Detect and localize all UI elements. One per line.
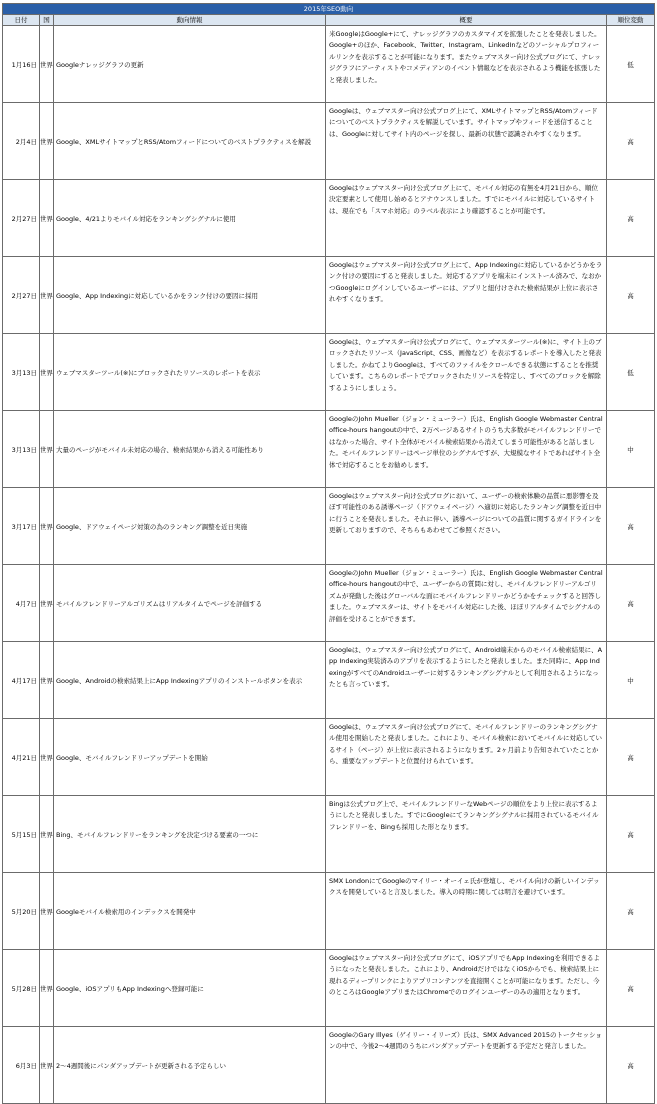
summary-cell[interactable]: GoogleのGary Illyes（ゲイリー・イリーズ）氏は、SMX Advanced 2015のトークセッションの中で、今後2～4週間のうちにパンダアップデートを更新する予定だと発言しました。	[326, 1027, 607, 1104]
region-cell[interactable]: 世界	[40, 796, 54, 873]
header-topic[interactable]: 動向情報	[54, 15, 326, 26]
header-row	[3, 15, 655, 26]
table-row	[3, 411, 655, 488]
header-level[interactable]: 順位変動	[607, 15, 655, 26]
table-row	[3, 103, 655, 180]
topic-cell[interactable]: Google、Androidの検索結果上にApp Indexingアプリのインストールボタンを表示	[54, 642, 326, 719]
date-cell[interactable]: 1月16日	[3, 26, 40, 103]
level-cell[interactable]: 高	[607, 796, 655, 873]
date-cell[interactable]: 5月15日	[3, 796, 40, 873]
topic-cell[interactable]: Google、4/21よりモバイル対応をランキングシグナルに使用	[54, 180, 326, 257]
topic-cell[interactable]: Google、XMLサイトマップとRSS/Atomフィードについてのベストプラクティスを解説	[54, 103, 326, 180]
topic-cell[interactable]: Google、モバイルフレンドリーアップデートを開始	[54, 719, 326, 796]
summary-cell[interactable]: 米GoogleはGoogle+にて、ナレッジグラフのカスタマイズを拡張したことを発表しました。Google+のほか、Facebook、Twitter、Instagram、LinkedInなどのソーシャルプロフィールリンクを表示することが可能になります。またウェブマスター向け公式ブログにて、ナレッジグラフにアーティストやコメディアンのイベント情報などを表示されるよう機能を拡張したと発表しました。	[326, 26, 607, 103]
table-row	[3, 642, 655, 719]
region-cell[interactable]: 世界	[40, 26, 54, 103]
seo-trend-table	[2, 3, 655, 1104]
level-cell[interactable]: 高	[607, 719, 655, 796]
region-cell[interactable]: 世界	[40, 719, 54, 796]
topic-cell[interactable]: モバイルフレンドリーアルゴリズムはリアルタイムでページを評価する	[54, 565, 326, 642]
title-row	[3, 4, 655, 15]
date-cell[interactable]: 3月13日	[3, 411, 40, 488]
header-region[interactable]: 国	[40, 15, 54, 26]
level-cell[interactable]: 中	[607, 642, 655, 719]
date-cell[interactable]: 2月4日	[3, 103, 40, 180]
date-cell[interactable]: 5月20日	[3, 873, 40, 950]
level-cell[interactable]: 高	[607, 488, 655, 565]
region-cell[interactable]: 世界	[40, 1027, 54, 1104]
date-cell[interactable]: 6月3日	[3, 1027, 40, 1104]
summary-cell[interactable]: Googleは、ウェブマスター向け公式ブログにて、モバイルフレンドリーのランキングシグナル使用を開始したと発表しました。これにより、モバイル検索においてモバイルに対応しているサイト（ページ）が上位に表示されるようになります。2ヶ月前より告知されていたことから、重要なアップデートと位置付けられています。	[326, 719, 607, 796]
level-cell[interactable]: 高	[607, 180, 655, 257]
date-cell[interactable]: 3月17日	[3, 488, 40, 565]
sheet-title[interactable]: 2015年SEO動向	[3, 4, 655, 15]
table-row	[3, 180, 655, 257]
topic-cell[interactable]: 2～4週間後にパンダアップデートが更新される予定らしい	[54, 1027, 326, 1104]
region-cell[interactable]: 世界	[40, 411, 54, 488]
region-cell[interactable]: 世界	[40, 873, 54, 950]
table-row	[3, 334, 655, 411]
table-row	[3, 565, 655, 642]
topic-cell[interactable]: Google、App Indexingに対応しているかをランク付けの要因に採用	[54, 257, 326, 334]
region-cell[interactable]: 世界	[40, 565, 54, 642]
table-row	[3, 719, 655, 796]
region-cell[interactable]: 世界	[40, 180, 54, 257]
summary-cell[interactable]: Googleは、ウェブマスター向け公式ブログにて、Android端末からのモバイル検索結果に、App Indexing実装済みのアプリを表示するようにしたと発表しました。また同時に、App IndexingがすべてのAndroidユーザーに対するランキングシグナルとして利用されるようになったとも言っています。	[326, 642, 607, 719]
table-row	[3, 257, 655, 334]
topic-cell[interactable]: Googleモバイル検索用のインデックスを開発中	[54, 873, 326, 950]
summary-cell[interactable]: Googleはウェブマスター向け公式ブログ上にて、モバイル対応の有無を4月21日から、順位決定要素として使用し始めるとアナウンスしました。すでにモバイルに対応しているサイトは、現在でも「スマホ対応」のラベル表示により確認することが可能です。	[326, 180, 607, 257]
region-cell[interactable]: 世界	[40, 642, 54, 719]
date-cell[interactable]: 3月13日	[3, 334, 40, 411]
topic-cell[interactable]: Google、iOSアプリもApp Indexingへ登録可能に	[54, 950, 326, 1027]
summary-cell[interactable]: Googleはウェブマスター向け公式ブログにおいて、ユーザーの検索体験の品質に悪影響を及ぼす可能性のある誘導ページ（ドアウェイページ）へ適切に対応したランキング調整を近日中に行うことを発表しました。それに伴い、誘導ページについての品質に関するガイドラインを更新しておりますので、そちらもあわせてご参照ください。	[326, 488, 607, 565]
date-cell[interactable]: 2月27日	[3, 257, 40, 334]
summary-cell[interactable]: Bingは公式ブログ上で、モバイルフレンドリーなWebページの順位をより上位に表示するようにしたと発表しました。すでにGoogleにてランキングシグナルに採用されているモバイルフレンドリーを、Bingも採用した形となります。	[326, 796, 607, 873]
table-row	[3, 796, 655, 873]
level-cell[interactable]: 低	[607, 334, 655, 411]
level-cell[interactable]: 中	[607, 411, 655, 488]
date-cell[interactable]: 4月17日	[3, 642, 40, 719]
level-cell[interactable]: 高	[607, 257, 655, 334]
date-cell[interactable]: 4月7日	[3, 565, 40, 642]
summary-cell[interactable]: Googleは、ウェブマスター向け公式ブログ上にて、XMLサイトマップとRSS/Atomフィードについてのベストプラクティスを解説しています。サイトマップやフィードを送信することは、Googleに対してサイト内のページを探し、最新の状態で認識されやすくなります。	[326, 103, 607, 180]
summary-cell[interactable]: Googleはウェブマスター向け公式ブログ上にて、App Indexingに対応しているかどうかをランク付けの要因にすると発表しました。対応するアプリを端末にインストール済みで、なおかつGoogleにログインしているユーザーには、アプリと紐付けされた検索結果が上位に表示されやすくなります。	[326, 257, 607, 334]
summary-cell[interactable]: GoogleのJohn Mueller（ジョン・ミューラー）氏は、English Google Webmaster Central office-hours hangoutの中で、ユーザーからの質問に対し、モバイルフレンドリーアルゴリズムが発動した後はグローバルな面にモバイルフレンドリーかどうかをチェックすると回答しました。ウェブマスターは、サイトをモバイル対応にした後、ほぼリアルタイムでシグナルの評価を受けることができます。	[326, 565, 607, 642]
region-cell[interactable]: 世界	[40, 488, 54, 565]
header-summary[interactable]: 概要	[326, 15, 607, 26]
topic-cell[interactable]: ウェブマスターツール(※)にブロックされたリソースのレポートを表示	[54, 334, 326, 411]
level-cell[interactable]: 低	[607, 26, 655, 103]
level-cell[interactable]: 高	[607, 103, 655, 180]
date-cell[interactable]: 2月27日	[3, 180, 40, 257]
level-cell[interactable]: 高	[607, 565, 655, 642]
spreadsheet	[2, 3, 654, 1104]
topic-cell[interactable]: Google、ドアウェイページ対策の為のランキング調整を近日実施	[54, 488, 326, 565]
summary-cell[interactable]: GoogleのJohn Mueller（ジョン・ミューラー）氏は、English Google Webmaster Central office-hours hangoutの中で、2万ページあるサイトのうち大多数がモバイルフレンドリーではなかった場合、サイト全体がモバイル検索結果から消えてしまう可能性があると話しました。モバイルフレンドリーはページ単位のシグナルですが、大規模なサイトであればサイト全体で対応することをお勧めします。	[326, 411, 607, 488]
topic-cell[interactable]: Bing、モバイルフレンドリーをランキングを決定づける要素の一つに	[54, 796, 326, 873]
table-row	[3, 1027, 655, 1104]
summary-cell[interactable]: Googleはウェブマスター向け公式ブログにて、iOSアプリでもApp Indexingを利用できるようになったと発表しました。これにより、AndroidだけではなくiOSからでも、検索結果上に現れるディープリンクによりアプリコンテンツを直接開くことが可能になります。ただし、今のところはGoogleアプリまたはChromeでのログインユーザーのみの適用となります。	[326, 950, 607, 1027]
table-row	[3, 26, 655, 103]
table-row	[3, 873, 655, 950]
region-cell[interactable]: 世界	[40, 334, 54, 411]
date-cell[interactable]: 5月28日	[3, 950, 40, 1027]
level-cell[interactable]: 高	[607, 950, 655, 1027]
summary-cell[interactable]: Googleは、ウェブマスター向け公式ブログにて、ウェブマスターツール(※)に、サイト上のブロックされたリソース（JavaScript、CSS、画像など）を表示するレポートを導入したと発表しました。かねてよりGoogleは、すべてのファイルをクロールできる状態にすることを推奨しています。こちらのレポートでブロックされたリソースを特定し、すべてのブロックを解除するようにしましょう。	[326, 334, 607, 411]
topic-cell[interactable]: 大量のページがモバイル未対応の場合、検索結果から消える可能性あり	[54, 411, 326, 488]
level-cell[interactable]: 高	[607, 1027, 655, 1104]
region-cell[interactable]: 世界	[40, 257, 54, 334]
date-cell[interactable]: 4月21日	[3, 719, 40, 796]
topic-cell[interactable]: Googleナレッジグラフの更新	[54, 26, 326, 103]
table-row	[3, 488, 655, 565]
header-date[interactable]: 日付	[3, 15, 40, 26]
region-cell[interactable]: 世界	[40, 103, 54, 180]
table-row	[3, 950, 655, 1027]
region-cell[interactable]: 世界	[40, 950, 54, 1027]
level-cell[interactable]: 高	[607, 873, 655, 950]
summary-cell[interactable]: SMX LondonにてGoogleのマイリー・オーイェ氏が登壇し、モバイル向けの新しいインデックスを開発していると言及しました。導入の時期に関しては明言を避けています。	[326, 873, 607, 950]
